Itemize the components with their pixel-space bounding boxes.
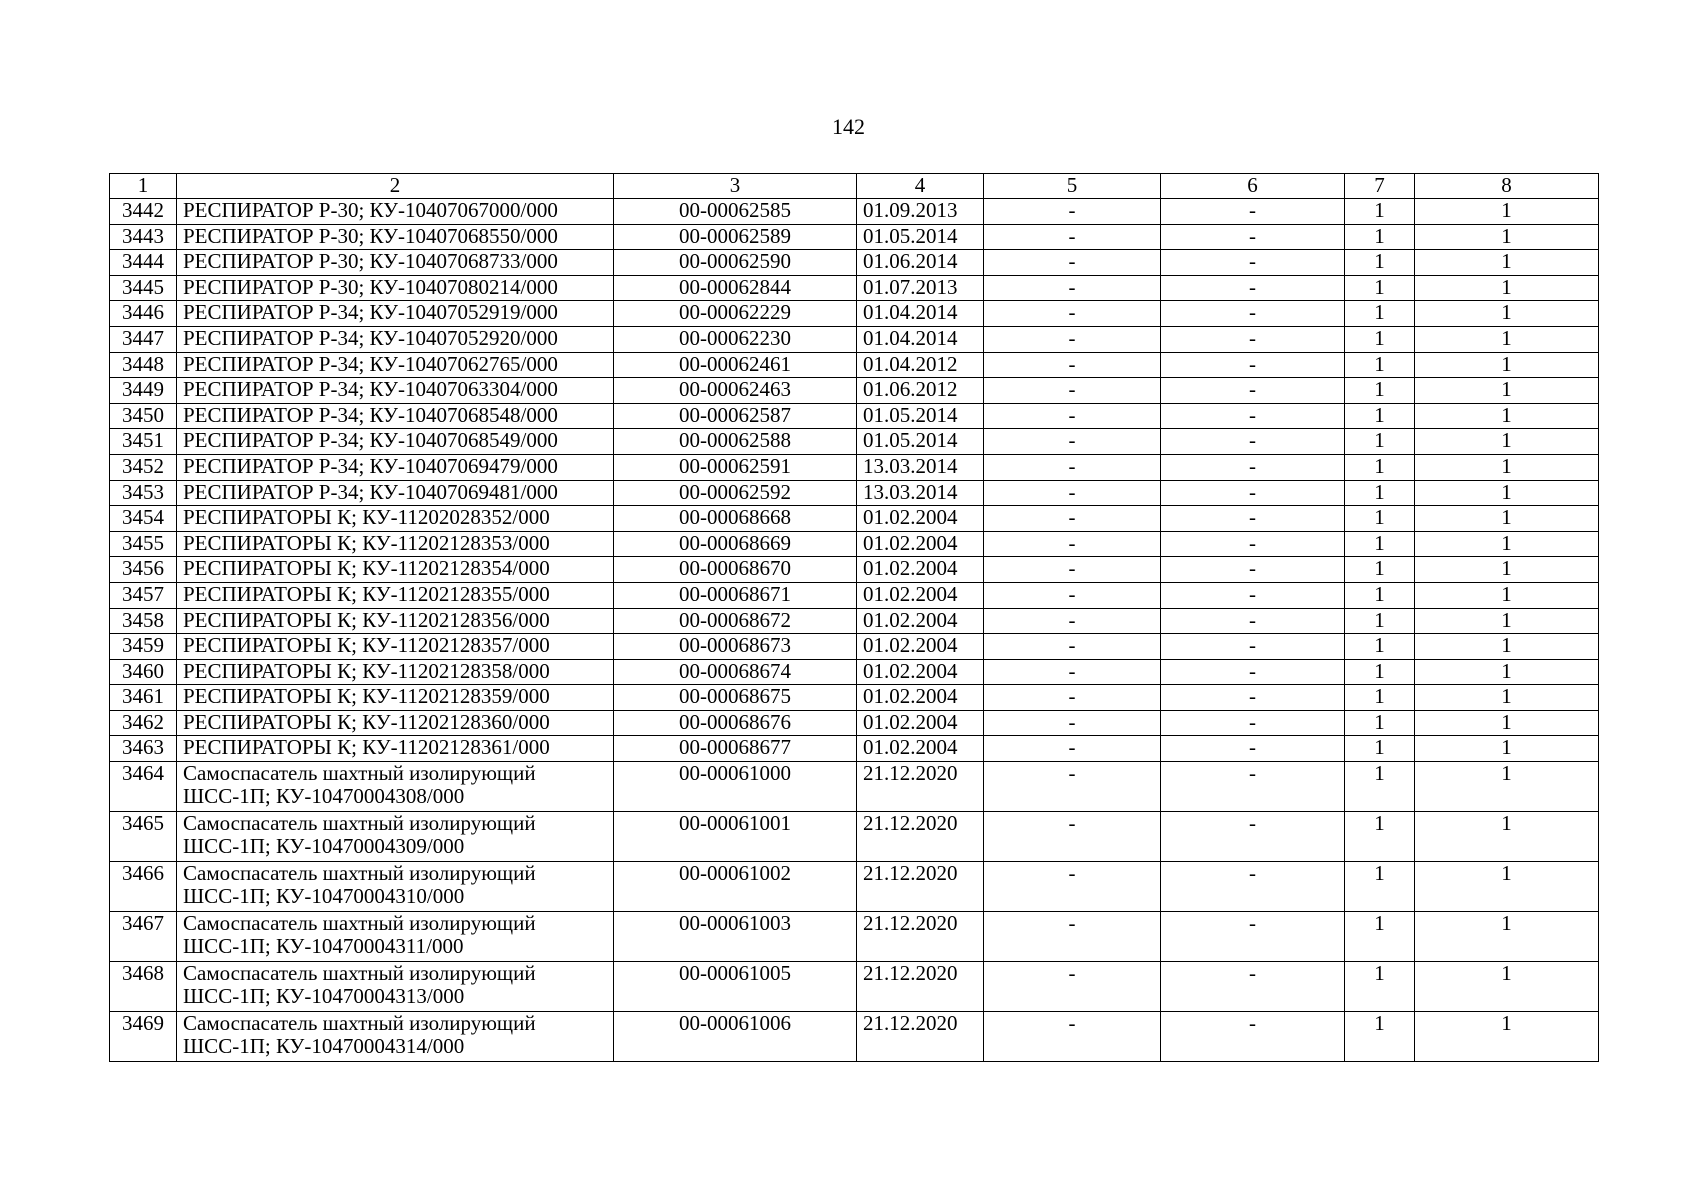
col-6-value: -: [1161, 326, 1345, 352]
col-8-value: 1: [1415, 762, 1599, 812]
date: 21.12.2020: [857, 912, 984, 962]
col-7-value: 1: [1345, 912, 1415, 962]
inventory-code: 00-00062844: [614, 275, 857, 301]
table-row: [110, 736, 1599, 762]
date: 01.02.2004: [857, 685, 984, 711]
date: 01.02.2004: [857, 659, 984, 685]
item-name: РЕСПИРАТОРЫ К; КУ-11202128355/000: [177, 582, 614, 608]
col-8-value: 1: [1415, 429, 1599, 455]
col-6-value: -: [1161, 531, 1345, 557]
col-5-value: -: [984, 378, 1161, 404]
col-6-value: -: [1161, 557, 1345, 583]
inventory-code: 00-00068668: [614, 506, 857, 532]
item-name: Самоспасатель шахтный изолирующий ШСС-1П; КУ-10470004311/000: [177, 912, 614, 962]
table-row: [110, 582, 1599, 608]
col-6-value: -: [1161, 429, 1345, 455]
col-6-value: -: [1161, 582, 1345, 608]
col-6-value: -: [1161, 659, 1345, 685]
col-8-value: 1: [1415, 275, 1599, 301]
col-5-value: -: [984, 275, 1161, 301]
col-7-value: 1: [1345, 250, 1415, 276]
inventory-code: 00-00062463: [614, 378, 857, 404]
col-6-value: -: [1161, 224, 1345, 250]
table-row: [110, 608, 1599, 634]
item-name: РЕСПИРАТОР Р-30; КУ-10407080214/000: [177, 275, 614, 301]
item-name: РЕСПИРАТОР Р-34; КУ-10407052919/000: [177, 301, 614, 327]
col-5-value: -: [984, 634, 1161, 660]
col-5-value: -: [984, 480, 1161, 506]
table-row: [110, 659, 1599, 685]
inventory-code: 00-00062585: [614, 199, 857, 225]
row-number: 3468: [110, 962, 177, 1012]
inventory-code: 00-00062589: [614, 224, 857, 250]
table-row: [110, 378, 1599, 404]
date: 21.12.2020: [857, 1012, 984, 1062]
table-row: [110, 429, 1599, 455]
col-8-value: 1: [1415, 403, 1599, 429]
col-7-value: 1: [1345, 429, 1415, 455]
table-row: [110, 685, 1599, 711]
col-6-value: -: [1161, 812, 1345, 862]
inventory-code: 00-00062229: [614, 301, 857, 327]
date: 01.02.2004: [857, 531, 984, 557]
col-6-value: -: [1161, 403, 1345, 429]
col-7-value: 1: [1345, 275, 1415, 301]
header-row: [110, 174, 1599, 199]
table-row: [110, 301, 1599, 327]
date: 01.05.2014: [857, 224, 984, 250]
col-5-value: -: [984, 659, 1161, 685]
col-7-value: 1: [1345, 812, 1415, 862]
row-number: 3442: [110, 199, 177, 225]
table-row: [110, 531, 1599, 557]
date: 01.07.2013: [857, 275, 984, 301]
col-7-value: 1: [1345, 962, 1415, 1012]
col-5-value: -: [984, 557, 1161, 583]
column-header: 1: [110, 174, 177, 199]
item-name: РЕСПИРАТОР Р-30; КУ-10407068550/000: [177, 224, 614, 250]
date: 21.12.2020: [857, 862, 984, 912]
item-name: РЕСПИРАТОР Р-34; КУ-10407068548/000: [177, 403, 614, 429]
row-number: 3460: [110, 659, 177, 685]
col-6-value: -: [1161, 250, 1345, 276]
col-8-value: 1: [1415, 912, 1599, 962]
item-name: РЕСПИРАТОРЫ К; КУ-11202128353/000: [177, 531, 614, 557]
col-5-value: -: [984, 812, 1161, 862]
row-number: 3466: [110, 862, 177, 912]
col-6-value: -: [1161, 962, 1345, 1012]
col-7-value: 1: [1345, 582, 1415, 608]
col-6-value: -: [1161, 454, 1345, 480]
col-8-value: 1: [1415, 634, 1599, 660]
date: 21.12.2020: [857, 762, 984, 812]
date: 01.02.2004: [857, 736, 984, 762]
col-8-value: 1: [1415, 557, 1599, 583]
table-row: [110, 199, 1599, 225]
col-8-value: 1: [1415, 608, 1599, 634]
date: 01.05.2014: [857, 403, 984, 429]
date: 01.09.2013: [857, 199, 984, 225]
col-8-value: 1: [1415, 1012, 1599, 1062]
inventory-code: 00-00062591: [614, 454, 857, 480]
inventory-code: 00-00061002: [614, 862, 857, 912]
col-8-value: 1: [1415, 250, 1599, 276]
date: 01.02.2004: [857, 557, 984, 583]
col-5-value: -: [984, 608, 1161, 634]
col-6-value: -: [1161, 199, 1345, 225]
table-row: [110, 275, 1599, 301]
row-number: 3445: [110, 275, 177, 301]
column-header: 8: [1415, 174, 1599, 199]
col-7-value: 1: [1345, 378, 1415, 404]
col-5-value: -: [984, 250, 1161, 276]
col-5-value: -: [984, 862, 1161, 912]
date: 01.06.2012: [857, 378, 984, 404]
date: 01.02.2004: [857, 582, 984, 608]
inventory-code: 00-00068677: [614, 736, 857, 762]
date: 01.04.2014: [857, 301, 984, 327]
col-6-value: -: [1161, 506, 1345, 532]
row-number: 3463: [110, 736, 177, 762]
row-number: 3452: [110, 454, 177, 480]
col-6-value: -: [1161, 301, 1345, 327]
col-5-value: -: [984, 454, 1161, 480]
row-number: 3443: [110, 224, 177, 250]
row-number: 3447: [110, 326, 177, 352]
item-name: Самоспасатель шахтный изолирующий ШСС-1П; КУ-10470004310/000: [177, 862, 614, 912]
inventory-code: 00-00062588: [614, 429, 857, 455]
table-row: [110, 812, 1599, 862]
item-name: РЕСПИРАТОР Р-34; КУ-10407063304/000: [177, 378, 614, 404]
row-number: 3446: [110, 301, 177, 327]
col-8-value: 1: [1415, 326, 1599, 352]
col-8-value: 1: [1415, 224, 1599, 250]
table-body: [110, 199, 1599, 1062]
col-6-value: -: [1161, 1012, 1345, 1062]
col-8-value: 1: [1415, 962, 1599, 1012]
col-8-value: 1: [1415, 480, 1599, 506]
table-row: [110, 762, 1599, 812]
col-6-value: -: [1161, 378, 1345, 404]
date: 13.03.2014: [857, 480, 984, 506]
table-row: [110, 352, 1599, 378]
item-name: Самоспасатель шахтный изолирующий ШСС-1П; КУ-10470004313/000: [177, 962, 614, 1012]
row-number: 3465: [110, 812, 177, 862]
row-number: 3444: [110, 250, 177, 276]
col-7-value: 1: [1345, 762, 1415, 812]
col-5-value: -: [984, 429, 1161, 455]
inventory-code: 00-00068673: [614, 634, 857, 660]
table-row: [110, 710, 1599, 736]
date: 01.06.2014: [857, 250, 984, 276]
date: 01.02.2004: [857, 608, 984, 634]
col-8-value: 1: [1415, 506, 1599, 532]
col-5-value: -: [984, 506, 1161, 532]
table-row: [110, 224, 1599, 250]
inventory-code: 00-00068672: [614, 608, 857, 634]
col-7-value: 1: [1345, 557, 1415, 583]
row-number: 3451: [110, 429, 177, 455]
table-row: [110, 862, 1599, 912]
inventory-code: 00-00061000: [614, 762, 857, 812]
row-number: 3459: [110, 634, 177, 660]
col-7-value: 1: [1345, 659, 1415, 685]
col-8-value: 1: [1415, 531, 1599, 557]
col-7-value: 1: [1345, 506, 1415, 532]
date: 21.12.2020: [857, 962, 984, 1012]
col-7-value: 1: [1345, 199, 1415, 225]
table-row: [110, 250, 1599, 276]
col-7-value: 1: [1345, 224, 1415, 250]
date: 01.04.2012: [857, 352, 984, 378]
inventory-table: [109, 173, 1599, 1062]
inventory-code: 00-00062590: [614, 250, 857, 276]
row-number: 3464: [110, 762, 177, 812]
inventory-code: 00-00061005: [614, 962, 857, 1012]
col-6-value: -: [1161, 275, 1345, 301]
col-6-value: -: [1161, 762, 1345, 812]
row-number: 3453: [110, 480, 177, 506]
inventory-code: 00-00062592: [614, 480, 857, 506]
col-6-value: -: [1161, 862, 1345, 912]
col-8-value: 1: [1415, 812, 1599, 862]
item-name: РЕСПИРАТОРЫ К; КУ-11202028352/000: [177, 506, 614, 532]
col-7-value: 1: [1345, 736, 1415, 762]
row-number: 3449: [110, 378, 177, 404]
col-7-value: 1: [1345, 1012, 1415, 1062]
col-7-value: 1: [1345, 301, 1415, 327]
table-row: [110, 480, 1599, 506]
col-7-value: 1: [1345, 454, 1415, 480]
date: 01.02.2004: [857, 710, 984, 736]
column-header: 7: [1345, 174, 1415, 199]
item-name: РЕСПИРАТОР Р-30; КУ-10407067000/000: [177, 199, 614, 225]
col-5-value: -: [984, 301, 1161, 327]
row-number: 3467: [110, 912, 177, 962]
inventory-code: 00-00068674: [614, 659, 857, 685]
col-6-value: -: [1161, 736, 1345, 762]
row-number: 3458: [110, 608, 177, 634]
inventory-code: 00-00068671: [614, 582, 857, 608]
table-row: [110, 912, 1599, 962]
row-number: 3454: [110, 506, 177, 532]
col-5-value: -: [984, 582, 1161, 608]
inventory-code: 00-00068669: [614, 531, 857, 557]
col-8-value: 1: [1415, 352, 1599, 378]
table-row: [110, 557, 1599, 583]
table-row: [110, 506, 1599, 532]
inventory-code: 00-00062587: [614, 403, 857, 429]
col-6-value: -: [1161, 685, 1345, 711]
column-header: 2: [177, 174, 614, 199]
col-8-value: 1: [1415, 301, 1599, 327]
inventory-code: 00-00068670: [614, 557, 857, 583]
column-header: 6: [1161, 174, 1345, 199]
inventory-code: 00-00068675: [614, 685, 857, 711]
item-name: РЕСПИРАТОР Р-34; КУ-10407069479/000: [177, 454, 614, 480]
table-row: [110, 454, 1599, 480]
row-number: 3456: [110, 557, 177, 583]
col-5-value: -: [984, 685, 1161, 711]
col-5-value: -: [984, 1012, 1161, 1062]
col-8-value: 1: [1415, 685, 1599, 711]
col-5-value: -: [984, 352, 1161, 378]
col-8-value: 1: [1415, 659, 1599, 685]
col-5-value: -: [984, 403, 1161, 429]
col-8-value: 1: [1415, 199, 1599, 225]
column-header: 5: [984, 174, 1161, 199]
item-name: РЕСПИРАТОРЫ К; КУ-11202128358/000: [177, 659, 614, 685]
col-6-value: -: [1161, 608, 1345, 634]
inventory-code: 00-00061006: [614, 1012, 857, 1062]
col-5-value: -: [984, 199, 1161, 225]
inventory-code: 00-00061003: [614, 912, 857, 962]
item-name: Самоспасатель шахтный изолирующий ШСС-1П; КУ-10470004314/000: [177, 1012, 614, 1062]
col-7-value: 1: [1345, 608, 1415, 634]
row-number: 3469: [110, 1012, 177, 1062]
col-5-value: -: [984, 962, 1161, 1012]
item-name: РЕСПИРАТОРЫ К; КУ-11202128359/000: [177, 685, 614, 711]
col-6-value: -: [1161, 710, 1345, 736]
item-name: РЕСПИРАТОРЫ К; КУ-11202128357/000: [177, 634, 614, 660]
inventory-code: 00-00062230: [614, 326, 857, 352]
table-row: [110, 1012, 1599, 1062]
column-header: 4: [857, 174, 984, 199]
inventory-code: 00-00068676: [614, 710, 857, 736]
item-name: РЕСПИРАТОРЫ К; КУ-11202128361/000: [177, 736, 614, 762]
col-8-value: 1: [1415, 454, 1599, 480]
col-7-value: 1: [1345, 480, 1415, 506]
col-5-value: -: [984, 912, 1161, 962]
date: 01.05.2014: [857, 429, 984, 455]
item-name: РЕСПИРАТОРЫ К; КУ-11202128360/000: [177, 710, 614, 736]
col-8-value: 1: [1415, 710, 1599, 736]
item-name: РЕСПИРАТОР Р-34; КУ-10407062765/000: [177, 352, 614, 378]
col-7-value: 1: [1345, 710, 1415, 736]
row-number: 3450: [110, 403, 177, 429]
col-7-value: 1: [1345, 326, 1415, 352]
item-name: РЕСПИРАТОР Р-34; КУ-10407069481/000: [177, 480, 614, 506]
col-8-value: 1: [1415, 862, 1599, 912]
inventory-code: 00-00062461: [614, 352, 857, 378]
table-row: [110, 326, 1599, 352]
inventory-code: 00-00061001: [614, 812, 857, 862]
page-number: 142: [832, 114, 865, 139]
row-number: 3455: [110, 531, 177, 557]
col-5-value: -: [984, 710, 1161, 736]
item-name: РЕСПИРАТОРЫ К; КУ-11202128356/000: [177, 608, 614, 634]
table-row: [110, 962, 1599, 1012]
row-number: 3448: [110, 352, 177, 378]
col-5-value: -: [984, 531, 1161, 557]
col-5-value: -: [984, 224, 1161, 250]
item-name: РЕСПИРАТОР Р-30; КУ-10407068733/000: [177, 250, 614, 276]
table-row: [110, 634, 1599, 660]
item-name: РЕСПИРАТОР Р-34; КУ-10407068549/000: [177, 429, 614, 455]
col-5-value: -: [984, 326, 1161, 352]
row-number: 3461: [110, 685, 177, 711]
col-8-value: 1: [1415, 378, 1599, 404]
col-8-value: 1: [1415, 582, 1599, 608]
date: 01.02.2004: [857, 506, 984, 532]
col-7-value: 1: [1345, 531, 1415, 557]
col-7-value: 1: [1345, 862, 1415, 912]
col-7-value: 1: [1345, 685, 1415, 711]
date: 01.02.2004: [857, 634, 984, 660]
col-8-value: 1: [1415, 736, 1599, 762]
row-number: 3457: [110, 582, 177, 608]
col-6-value: -: [1161, 480, 1345, 506]
col-6-value: -: [1161, 634, 1345, 660]
col-7-value: 1: [1345, 352, 1415, 378]
item-name: РЕСПИРАТОР Р-34; КУ-10407052920/000: [177, 326, 614, 352]
col-7-value: 1: [1345, 634, 1415, 660]
item-name: Самоспасатель шахтный изолирующий ШСС-1П; КУ-10470004309/000: [177, 812, 614, 862]
col-7-value: 1: [1345, 403, 1415, 429]
table-row: [110, 403, 1599, 429]
col-5-value: -: [984, 736, 1161, 762]
col-6-value: -: [1161, 912, 1345, 962]
date: 13.03.2014: [857, 454, 984, 480]
date: 21.12.2020: [857, 812, 984, 862]
item-name: РЕСПИРАТОРЫ К; КУ-11202128354/000: [177, 557, 614, 583]
item-name: Самоспасатель шахтный изолирующий ШСС-1П; КУ-10470004308/000: [177, 762, 614, 812]
column-header: 3: [614, 174, 857, 199]
date: 01.04.2014: [857, 326, 984, 352]
col-6-value: -: [1161, 352, 1345, 378]
col-5-value: -: [984, 762, 1161, 812]
row-number: 3462: [110, 710, 177, 736]
